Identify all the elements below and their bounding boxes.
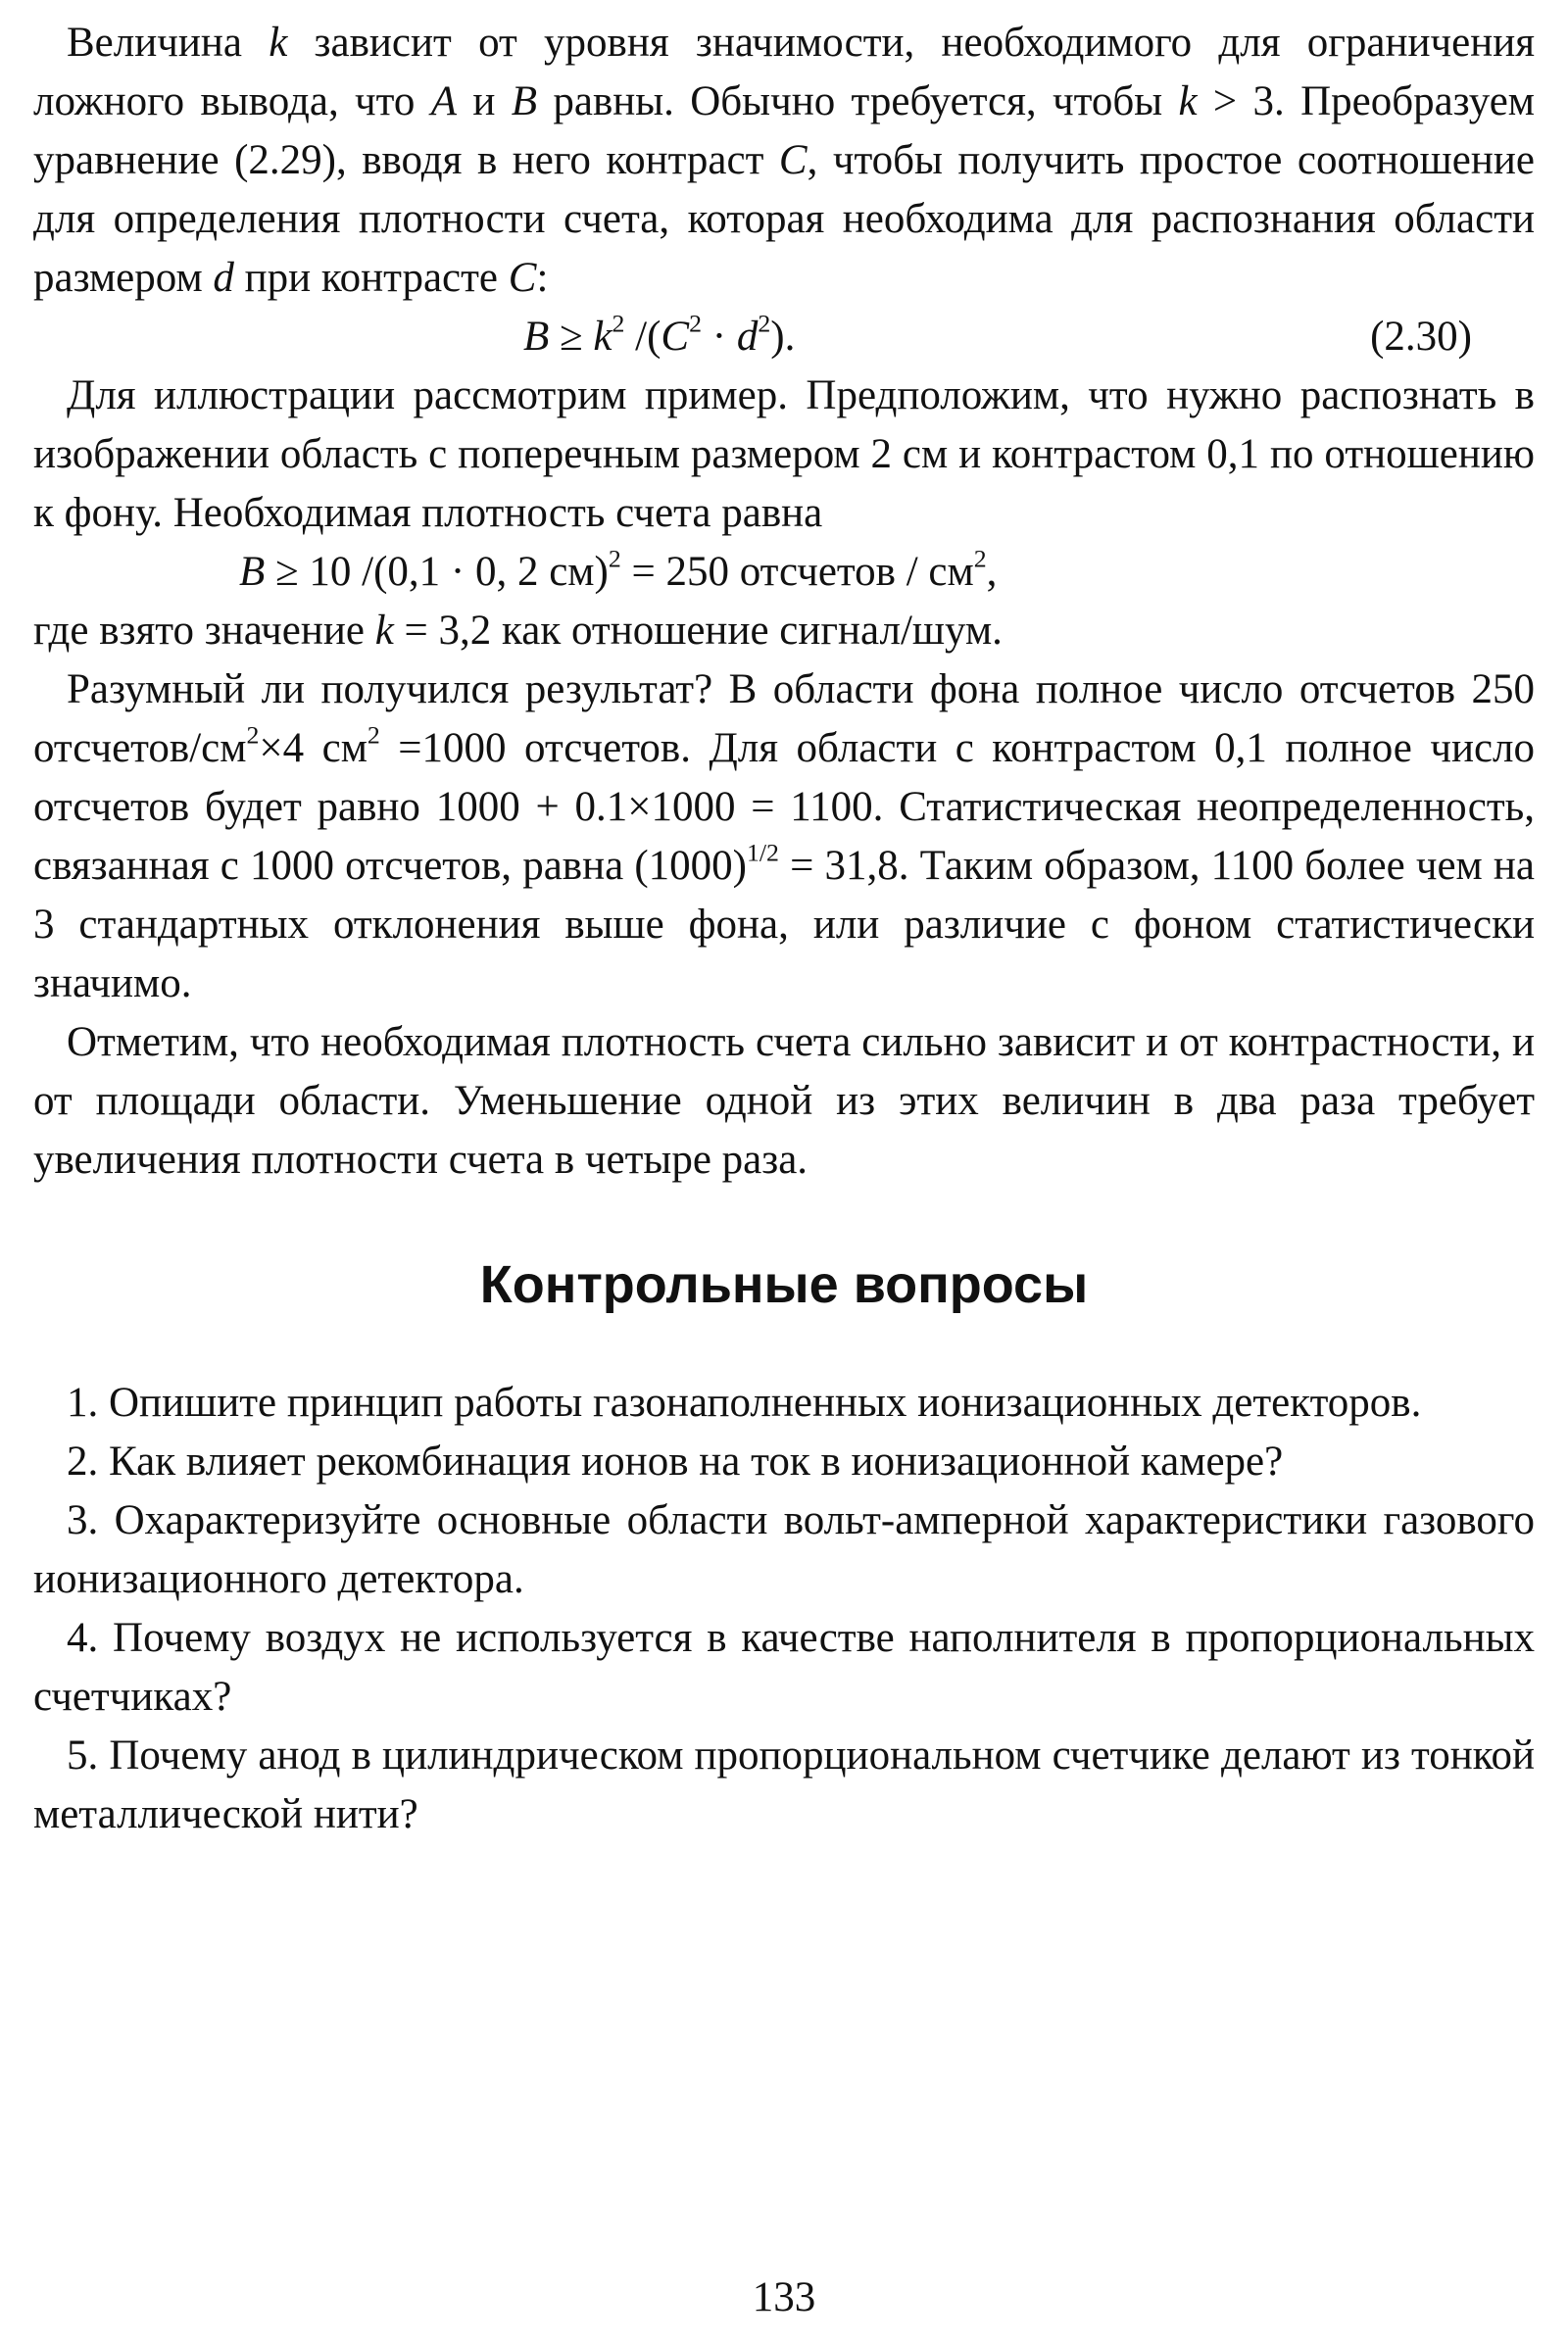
formula-example-expression: B ≥ 10 /(0,1 · 0, 2 см)$^2$ = 250 отсчетов / $см^2$, bbox=[239, 544, 998, 595]
formula-example bbox=[33, 543, 1535, 602]
paragraph-2: Для иллюстрации рассмотрим пример. Предположим, что нужно распознать в изображении область с поперечным размером 2 см и контрастом 0,1 по отношению к фону. Необходимая плотность счета равна bbox=[33, 372, 1535, 536]
equation-number: (2.30) bbox=[1370, 314, 1472, 360]
section-heading: Контрольные вопросы bbox=[479, 1255, 1089, 1314]
question-3: 3. Охарактеризуйте основные области вольт-амперной характеристики газового ионизационного детектора. bbox=[33, 1497, 1535, 1602]
question-1: 1. Опишите принцип работы газонаполненных ионизационных детекторов. bbox=[67, 1380, 1422, 1426]
paragraph-5: Отметим, что необходимая плотность счета сильно зависит и от контрастности, и от площади области. Уменьшение одной из этих величин в два раза требует увеличения плотности счета в четыре раза. bbox=[33, 1019, 1535, 1183]
paragraph-3: где взято значение k = 3,2 как отношение сигнал/шум. bbox=[33, 608, 1003, 654]
question-4: 4. Почему воздух не используется в качестве наполнителя в пропорциональных счетчиках? bbox=[33, 1615, 1535, 1720]
paragraph-1: Величина k зависит от уровня значимости, необходимого для ограничения ложного вывода, что A и B равны. Обычно требуется, чтобы k > 3. Преобразуем уравнение (2.29), вводя в него контраст C, чтобы получить простое соотношение для определения плотности счета, которая необходима для распознания области размером d при контрасте C: bbox=[33, 20, 1535, 301]
formula-2-30-expression: $B \ge k^2$ $/(C^2 \cdot d^2)$. bbox=[523, 309, 796, 360]
paragraph-4: Разумный ли получился результат? В области фона полное число отсчетов 250 отсчетов/$см^2\times 4$ $см^2 =1000$ отсчетов. Для области с контрастом 0,1 полное число отсчетов будет равно 1000 + 0.1×1000 = 1100. Статистическая неопределенность, связанная с 1000 отсчетов, равна $(1000)^{1/2} = 31,8$. Таким образом, 1100 более чем на 3 стандартных отклонения выше фона, или различие с фоном статистически значимо. bbox=[33, 666, 1536, 1006]
formula-2-30 bbox=[33, 308, 1535, 366]
page-body bbox=[33, 14, 1535, 1844]
page-number: 133 bbox=[752, 2274, 816, 2320]
question-5: 5. Почему анод в цилиндрическом пропорциональном счетчике делают из тонкой металлической нити? bbox=[33, 1732, 1535, 1837]
question-2: 2. Как влияет рекомбинация ионов на ток в ионизационной камере? bbox=[67, 1439, 1284, 1485]
